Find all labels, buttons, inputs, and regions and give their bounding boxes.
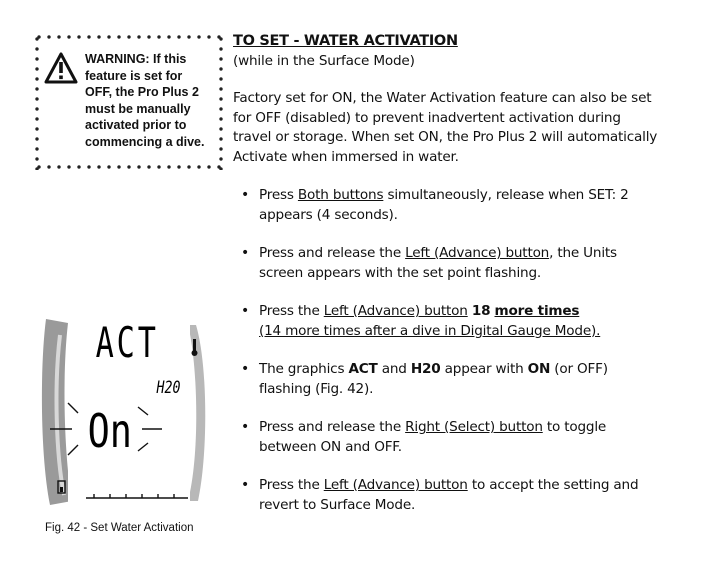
step-1: • Press Both buttons simultaneously, release when SET: 2 appears (4 seconds). [233, 186, 663, 225]
warning-border-left [34, 34, 40, 170]
step-6: • Press the Left (Advance) button to accept the setting and revert to Surface Mode. [233, 476, 663, 515]
section-subtitle: (while in the Surface Mode) [233, 52, 415, 69]
warning-border-top [34, 34, 224, 40]
step-5: • Press and release the Right (Select) button to toggle between ON and OFF. [233, 418, 663, 457]
step-2: • Press and release the Left (Advance) button, the Units screen appears with the set point flashing. [233, 244, 663, 283]
instructions [233, 32, 663, 534]
warning-triangle-icon [44, 52, 78, 84]
warning-border-bottom [34, 164, 224, 170]
warning-text: WARNING: If this feature is set for OFF, the Pro Plus 2 must be manually activated prior to commencing a dive. [85, 52, 205, 149]
step-3: • Press the Left (Advance) button 18 more times (14 more times after a dive in Digital Gauge Mode). [233, 302, 663, 341]
steps-list [233, 186, 663, 515]
display-value-on: On [87, 403, 132, 459]
intro-paragraph: Factory set for ON, the Water Activation feature can also be set for OFF (disabled) to prevent inadvertent activation during travel or storage. When set ON, the Pro Plus 2 will automatically Activate when immersed in water. [233, 90, 658, 165]
display-line-act: ACT [95, 317, 159, 368]
step-4: • The graphics ACT and H20 appear with ON (or OFF) flashing (Fig. 42). [233, 360, 663, 399]
warning-box [34, 34, 224, 170]
dive-computer-display [38, 305, 218, 515]
figure-caption: Fig. 42 - Set Water Activation [45, 522, 194, 534]
section-title: TO SET - WATER ACTIVATION [233, 33, 458, 49]
display-label-h20: H20 [156, 377, 181, 398]
